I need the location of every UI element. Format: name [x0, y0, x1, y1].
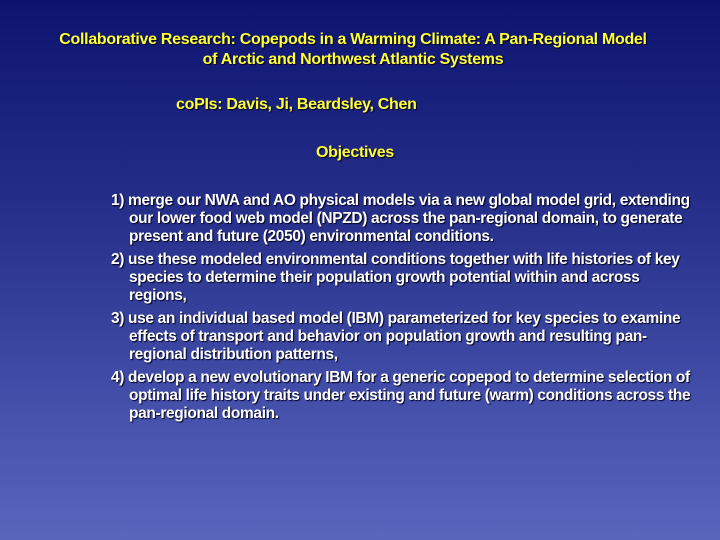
- slide-title-line-2: of Arctic and Northwest Atlantic Systems: [202, 51, 504, 68]
- objective-item-1: 1) merge our NWA and AO physical models via a new global model grid, extending our lower food web model (NPZD) across the pan-regional domain, to generate present and future (2050) environmental conditions.: [111, 192, 690, 245]
- objectives-list: [111, 192, 691, 428]
- slide-title-line-1: Collaborative Research: Copepods in a Warming Climate: A Pan-Regional Model: [59, 31, 647, 48]
- objective-item-2: 2) use these modeled environmental conditions together with life histories of key species to determine their population growth potential within and across regions,: [111, 251, 680, 304]
- objectives-heading: Objectives: [316, 144, 394, 161]
- slide-title: [0, 30, 706, 70]
- objective-item-3: 3) use an individual based model (IBM) parameterized for key species to examine effects of transport and behavior on population growth and resulting pan-regional distribution patterns,: [111, 310, 681, 363]
- copis-line: coPIs: Davis, Ji, Beardsley, Chen: [176, 96, 417, 113]
- objective-item-4: 4) develop a new evolutionary IBM for a generic copepod to determine selection of optimal life history traits under existing and future (warm) conditions across the pan-regional domain.: [111, 369, 691, 422]
